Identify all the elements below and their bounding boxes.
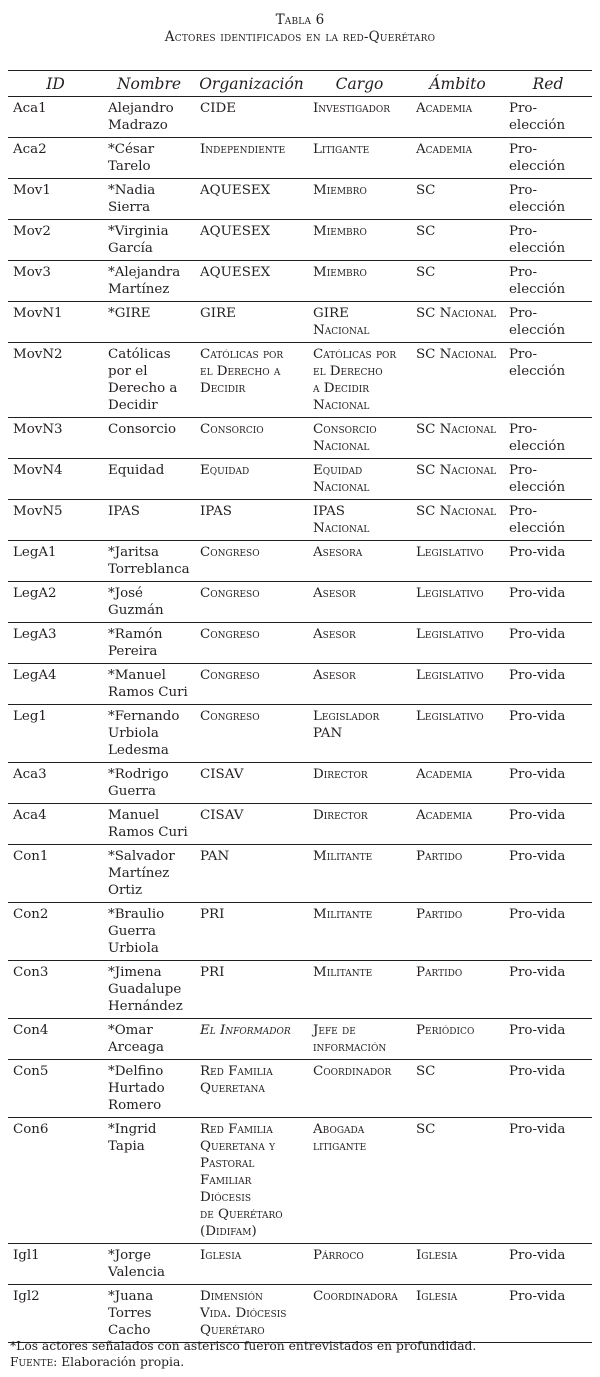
cell-id: MovN5: [8, 500, 103, 541]
cell-organizacion: Dimensión Vida. Diócesis Querétaro: [195, 1285, 308, 1343]
cell-organizacion: Congreso: [195, 541, 308, 582]
cell-ambito: Academia: [411, 138, 504, 179]
cell-cargo: Director: [308, 804, 411, 845]
cell-ambito: Academia: [411, 804, 504, 845]
column-header-cargo: Cargo: [308, 71, 411, 97]
cell-id: Mov3: [8, 261, 103, 302]
cell-organizacion: CIDE: [195, 97, 308, 138]
cell-nombre: *Ramón Pereira: [103, 623, 195, 664]
table-row: [8, 220, 592, 261]
table-row: [8, 1060, 592, 1118]
cell-organizacion: CISAV: [195, 763, 308, 804]
cell-ambito: Iglesia: [411, 1285, 504, 1343]
cell-red: Pro-vida: [504, 1285, 592, 1343]
cell-id: Leg1: [8, 705, 103, 763]
cell-cargo: Militante: [308, 961, 411, 1019]
table-row: [8, 179, 592, 220]
cell-red: Pro-vida: [504, 1019, 592, 1060]
cell-ambito: SC: [411, 261, 504, 302]
cell-red: Pro-vida: [504, 623, 592, 664]
cell-cargo: Católicas por el Derecho a Decidir Nacional: [308, 343, 411, 418]
cell-cargo: Investigador: [308, 97, 411, 138]
column-header-red: Red: [504, 71, 592, 97]
cell-ambito: SC Nacional: [411, 302, 504, 343]
cell-red: Pro-vida: [504, 961, 592, 1019]
column-header-ambito: Ámbito: [411, 71, 504, 97]
table-row: [8, 582, 592, 623]
cell-id: Con5: [8, 1060, 103, 1118]
source-text: Elaboración propia.: [61, 1355, 185, 1369]
cell-ambito: Partido: [411, 903, 504, 961]
cell-id: MovN4: [8, 459, 103, 500]
cell-id: Aca3: [8, 763, 103, 804]
cell-red: Pro-elección: [504, 97, 592, 138]
table-row: [8, 302, 592, 343]
cell-cargo: Jefe de información: [308, 1019, 411, 1060]
cell-ambito: SC: [411, 179, 504, 220]
cell-red: Pro-elección: [504, 138, 592, 179]
table-row: [8, 459, 592, 500]
cell-organizacion: Consorcio: [195, 418, 308, 459]
cell-ambito: SC: [411, 220, 504, 261]
cell-nombre: *GIRE: [103, 302, 195, 343]
cell-red: Pro-vida: [504, 763, 592, 804]
cell-cargo: Miembro: [308, 220, 411, 261]
cell-ambito: Academia: [411, 763, 504, 804]
cell-ambito: Legislativo: [411, 664, 504, 705]
table-row: [8, 1244, 592, 1285]
cell-ambito: Partido: [411, 961, 504, 1019]
cell-organizacion: PRI: [195, 961, 308, 1019]
cell-cargo: Asesor: [308, 623, 411, 664]
cell-nombre: *Virginia García: [103, 220, 195, 261]
cell-id: Con2: [8, 903, 103, 961]
cell-organizacion: Católicas por el Derecho a Decidir: [195, 343, 308, 418]
cell-ambito: Academia: [411, 97, 504, 138]
actors-table: [8, 70, 592, 1343]
cell-nombre: *Jimena Guadalupe Hernández: [103, 961, 195, 1019]
table-row: [8, 664, 592, 705]
cell-ambito: Legislativo: [411, 705, 504, 763]
cell-cargo: Coordinador: [308, 1060, 411, 1118]
table-row: [8, 1118, 592, 1244]
cell-red: Pro-elección: [504, 418, 592, 459]
cell-organizacion: Equidad: [195, 459, 308, 500]
table-header-row: [8, 71, 592, 97]
cell-red: Pro-elección: [504, 179, 592, 220]
cell-nombre: *Braulio Guerra Urbiola: [103, 903, 195, 961]
table-number: Tabla 6: [275, 12, 325, 28]
cell-red: Pro-vida: [504, 903, 592, 961]
cell-nombre: Manuel Ramos Curi: [103, 804, 195, 845]
table-title: [0, 0, 600, 46]
cell-id: Aca4: [8, 804, 103, 845]
table-row: [8, 541, 592, 582]
cell-ambito: SC: [411, 1118, 504, 1244]
cell-organizacion: Congreso: [195, 623, 308, 664]
cell-cargo: IPAS Nacional: [308, 500, 411, 541]
cell-nombre: *Jorge Valencia: [103, 1244, 195, 1285]
cell-id: Con1: [8, 845, 103, 903]
cell-cargo: Consorcio Nacional: [308, 418, 411, 459]
cell-nombre: IPAS: [103, 500, 195, 541]
cell-ambito: Legislativo: [411, 582, 504, 623]
cell-ambito: Legislativo: [411, 623, 504, 664]
cell-nombre: Alejandro Madrazo: [103, 97, 195, 138]
cell-nombre: Católicas por el Derecho a Decidir: [103, 343, 195, 418]
cell-ambito: SC Nacional: [411, 418, 504, 459]
table-row: [8, 1285, 592, 1343]
cell-id: Aca2: [8, 138, 103, 179]
cell-cargo: Miembro: [308, 179, 411, 220]
cell-organizacion: CISAV: [195, 804, 308, 845]
cell-id: Igl2: [8, 1285, 103, 1343]
table-row: [8, 138, 592, 179]
cell-ambito: SC Nacional: [411, 459, 504, 500]
cell-cargo: Abogada litigante: [308, 1118, 411, 1244]
cell-red: Pro-vida: [504, 582, 592, 623]
table-body: [8, 97, 592, 1343]
cell-organizacion: PRI: [195, 903, 308, 961]
cell-id: Mov1: [8, 179, 103, 220]
cell-id: LegA4: [8, 664, 103, 705]
cell-ambito: Legislativo: [411, 541, 504, 582]
cell-id: LegA3: [8, 623, 103, 664]
cell-organizacion: Red Familia Queretana y Pastoral Familiar Diócesis de Querétaro (Didifam): [195, 1118, 308, 1244]
table-row: [8, 623, 592, 664]
cell-red: Pro-elección: [504, 343, 592, 418]
cell-organizacion: PAN: [195, 845, 308, 903]
cell-ambito: SC Nacional: [411, 343, 504, 418]
table-row: [8, 845, 592, 903]
cell-cargo: Militante: [308, 903, 411, 961]
cell-organizacion: Congreso: [195, 664, 308, 705]
cell-red: Pro-vida: [504, 845, 592, 903]
cell-nombre: *Rodrigo Guerra: [103, 763, 195, 804]
cell-organizacion: AQUESEX: [195, 261, 308, 302]
cell-id: LegA1: [8, 541, 103, 582]
cell-nombre: *César Tarelo: [103, 138, 195, 179]
cell-ambito: Periódico: [411, 1019, 504, 1060]
cell-nombre: *Alejandra Martínez: [103, 261, 195, 302]
cell-ambito: Partido: [411, 845, 504, 903]
cell-id: Igl1: [8, 1244, 103, 1285]
cell-red: Pro-vida: [504, 541, 592, 582]
cell-nombre: *Fernando Urbiola Ledesma: [103, 705, 195, 763]
cell-red: Pro-elección: [504, 220, 592, 261]
table-notes: [10, 1338, 595, 1370]
cell-nombre: Consorcio: [103, 418, 195, 459]
cell-nombre: Equidad: [103, 459, 195, 500]
table-row: [8, 903, 592, 961]
cell-organizacion: Iglesia: [195, 1244, 308, 1285]
cell-cargo: Litigante: [308, 138, 411, 179]
cell-red: Pro-vida: [504, 1118, 592, 1244]
cell-cargo: Miembro: [308, 261, 411, 302]
table-caption: Actores identificados en la red-Querétaro: [164, 29, 436, 45]
table-row: [8, 1019, 592, 1060]
cell-id: MovN2: [8, 343, 103, 418]
cell-ambito: Iglesia: [411, 1244, 504, 1285]
cell-red: Pro-elección: [504, 500, 592, 541]
source-label: Fuente:: [10, 1355, 58, 1369]
cell-cargo: GIRE Nacional: [308, 302, 411, 343]
cell-organizacion: Red Familia Queretana: [195, 1060, 308, 1118]
cell-organizacion: AQUESEX: [195, 220, 308, 261]
cell-organizacion: AQUESEX: [195, 179, 308, 220]
cell-organizacion: Congreso: [195, 582, 308, 623]
cell-organizacion: GIRE: [195, 302, 308, 343]
source-line: [10, 1354, 595, 1370]
cell-ambito: SC: [411, 1060, 504, 1118]
cell-nombre: *Salvador Martínez Ortiz: [103, 845, 195, 903]
cell-red: Pro-elección: [504, 459, 592, 500]
cell-nombre: *Omar Arceaga: [103, 1019, 195, 1060]
cell-red: Pro-elección: [504, 302, 592, 343]
cell-red: Pro-vida: [504, 1244, 592, 1285]
cell-id: Con6: [8, 1118, 103, 1244]
column-header-nombre: Nombre: [103, 71, 195, 97]
table-row: [8, 343, 592, 418]
cell-red: Pro-elección: [504, 261, 592, 302]
cell-cargo: Militante: [308, 845, 411, 903]
cell-nombre: *Jaritsa Torreblanca: [103, 541, 195, 582]
column-header-id: ID: [8, 71, 103, 97]
cell-nombre: *Nadia Sierra: [103, 179, 195, 220]
cell-red: Pro-vida: [504, 1060, 592, 1118]
table-row: [8, 418, 592, 459]
cell-cargo: Coordinadora: [308, 1285, 411, 1343]
table-row: [8, 97, 592, 138]
cell-organizacion: Congreso: [195, 705, 308, 763]
cell-nombre: *Delfino Hurtado Romero: [103, 1060, 195, 1118]
table-row: [8, 804, 592, 845]
cell-id: Con4: [8, 1019, 103, 1060]
cell-organizacion: Independiente: [195, 138, 308, 179]
cell-id: Aca1: [8, 97, 103, 138]
cell-cargo: Legislador PAN: [308, 705, 411, 763]
cell-nombre: *Juana Torres Cacho: [103, 1285, 195, 1343]
cell-cargo: Equidad Nacional: [308, 459, 411, 500]
cell-cargo: Asesora: [308, 541, 411, 582]
cell-cargo: Director: [308, 763, 411, 804]
cell-nombre: *Manuel Ramos Curi: [103, 664, 195, 705]
cell-red: Pro-vida: [504, 705, 592, 763]
cell-organizacion: El Informador: [195, 1019, 308, 1060]
cell-id: Mov2: [8, 220, 103, 261]
table-row: [8, 500, 592, 541]
cell-nombre: *Ingrid Tapia: [103, 1118, 195, 1244]
cell-nombre: *José Guzmán: [103, 582, 195, 623]
cell-cargo: Asesor: [308, 664, 411, 705]
cell-id: MovN1: [8, 302, 103, 343]
cell-id: MovN3: [8, 418, 103, 459]
footnote: *Los actores señalados con asterisco fueron entrevistados en profundidad.: [10, 1339, 477, 1353]
cell-cargo: Párroco: [308, 1244, 411, 1285]
cell-id: Con3: [8, 961, 103, 1019]
cell-organizacion: IPAS: [195, 500, 308, 541]
cell-id: LegA2: [8, 582, 103, 623]
cell-ambito: SC Nacional: [411, 500, 504, 541]
table-row: [8, 705, 592, 763]
column-header-organizacion: Organización: [195, 71, 308, 97]
cell-red: Pro-vida: [504, 664, 592, 705]
table-row: [8, 261, 592, 302]
table-row: [8, 763, 592, 804]
cell-red: Pro-vida: [504, 804, 592, 845]
cell-cargo: Asesor: [308, 582, 411, 623]
table-row: [8, 961, 592, 1019]
